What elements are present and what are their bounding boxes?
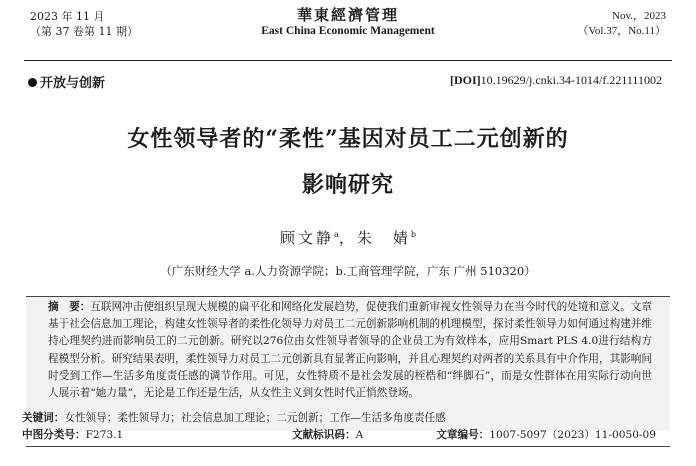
journal-masthead <box>248 6 448 39</box>
bottom-divider <box>26 446 670 447</box>
column-section <box>28 72 105 91</box>
author-name: 顾文静 <box>280 229 335 247</box>
abstract-body: 互联网冲击使组织呈现大规模的扁平化和网络化发展趋势，促使我们重新审视女性领导力在当今时代的处境和意义。文章基于社会信息加工理论，构建女性领导者的柔性化领导力对员工二元创新影响机制的机理模型，探讨柔性领导力如何通过构建并维持心理契约进而影响员工的二元创新。研究以276位由女性领导者领导的企业员工为有效样本，应用Smart PLS 4.0进行结构方程模型分析。研究结果表明，柔性领导力对员工二元创新具有显著正向影响，并且心理契约对两者的关系具有中介作用，其影响间时受到工作—生活多角度责任感的调节作用。可见，女性特质不是社会发展的桎梏和“绊脚石”，而是女性群体在用实际行动向世人展示着“她力量”，无论是工作还是生活，从女性主义到女性时代正悄然登场。 <box>48 301 652 400</box>
header-date-en: Nov.，2023 <box>612 10 666 22</box>
doi-line <box>450 73 662 88</box>
author-name: 朱 婧 <box>356 229 411 247</box>
article-title-line-2: 影响研究 <box>301 172 394 198</box>
doi-value: 10.19629/j.cnki.34-1014/f.221111002 <box>480 73 662 87</box>
abstract <box>48 299 652 402</box>
clc-value: F273.1 <box>85 429 124 441</box>
clc-number <box>22 428 123 443</box>
journal-title-cn: 華東經濟管理 <box>296 6 399 24</box>
article-number-value: 1007-5097（2023）11-0050-09 <box>489 429 656 441</box>
header-divider <box>24 60 672 61</box>
header-issue-date-en <box>577 9 666 39</box>
keywords <box>22 410 678 426</box>
clc-label: 中图分类号： <box>22 429 86 441</box>
author-list <box>0 227 696 248</box>
keywords-body: 女性领导；柔性领导力；社会信息加工理论；二元创新；工作—生活多角度责任感 <box>64 412 446 424</box>
journal-title-en: East China Economic Management <box>261 25 435 37</box>
document-code-value: A <box>355 429 364 441</box>
bullet-icon <box>28 78 37 87</box>
author-affil-marker: b <box>410 230 416 239</box>
column-label: 开放与创新 <box>40 76 106 91</box>
document-code-label: 文献标识码： <box>292 429 356 441</box>
keywords-label: 关键词： <box>22 412 65 424</box>
article-number <box>436 428 656 443</box>
doi-prefix: [DOI] <box>450 73 481 87</box>
author-affil-marker: a <box>334 230 339 239</box>
article-number-label: 文章编号： <box>436 429 490 441</box>
abstract-label: 摘 要： <box>48 301 91 313</box>
author-affiliation: （广东财经大学 a.人力资源学院；b.工商管理学院，广东 广州 510320） <box>160 264 536 278</box>
header-issue-date <box>30 9 138 39</box>
header-volume-en: （Vol.37，No.11） <box>577 25 666 37</box>
article-title-line-1: 女性领导者的“柔性”基因对员工二元创新的 <box>127 126 569 152</box>
author-separator: ， <box>338 229 357 247</box>
header-date-cn: 2023 年 11 月 <box>30 10 105 23</box>
header-volume-cn: （第 37 卷第 11 期） <box>30 25 138 38</box>
document-code <box>292 428 363 443</box>
